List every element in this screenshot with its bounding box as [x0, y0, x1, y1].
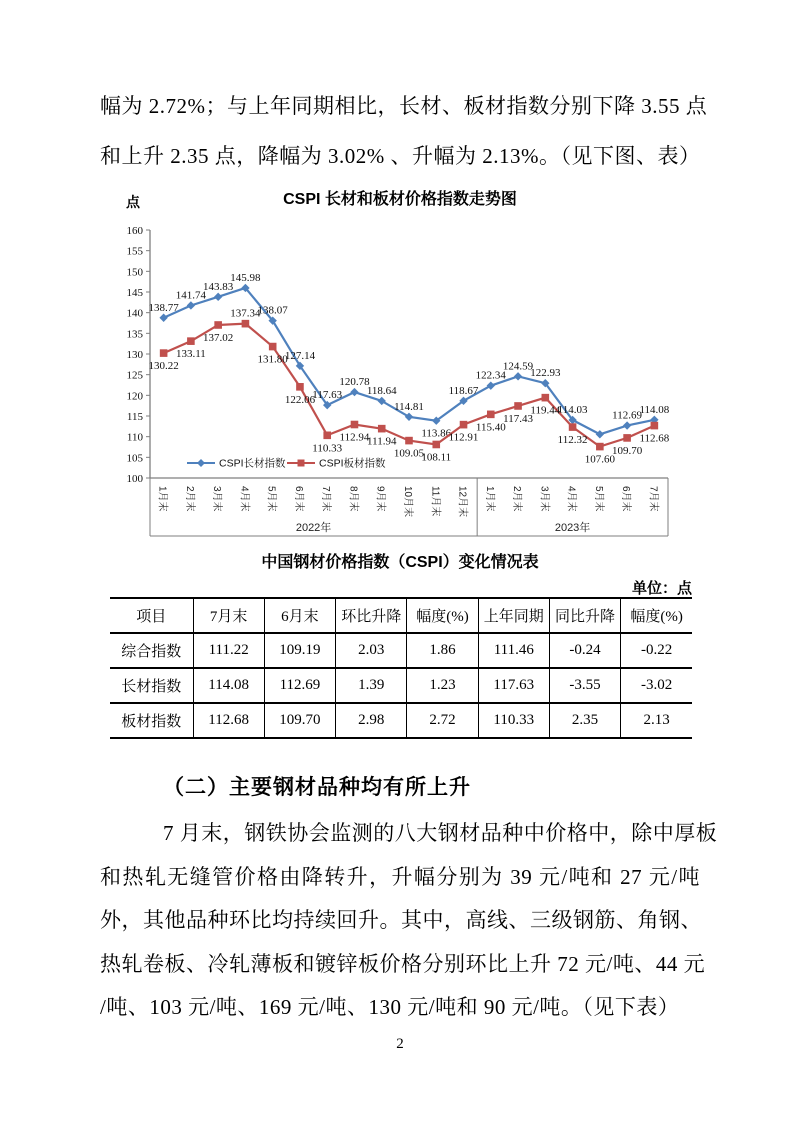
page-number: 2 [396, 1036, 404, 1052]
svg-text:114.81: 114.81 [394, 400, 424, 413]
table-cell: 板材指数 [110, 703, 193, 738]
svg-text:5月末: 5月末 [265, 486, 277, 512]
body-line: 7 月末，钢铁协会监测的八大钢材品种中价格中，除中厚板 [163, 821, 718, 845]
svg-text:11月末: 11月末 [429, 486, 441, 517]
svg-text:119.44: 119.44 [530, 404, 561, 417]
svg-text:131.80: 131.80 [257, 353, 288, 366]
table-header-cell: 上年同期 [478, 598, 549, 633]
svg-text:117.63: 117.63 [312, 389, 343, 402]
body-line: 热轧卷板、冷轧薄板和镀锌板价格分别环比上升 72 元/吨、44 元 [100, 951, 706, 976]
table-title: 中国钢材价格指数（CSPI）变化情况表 [261, 554, 539, 571]
table-cell: 111.22 [193, 633, 264, 668]
table-cell: -0.24 [549, 633, 620, 668]
svg-text:6月末: 6月末 [292, 486, 304, 512]
table-row [110, 703, 692, 738]
table-cell: 114.08 [193, 668, 264, 703]
table-header-cell: 环比升降 [336, 598, 407, 633]
table-cell: 1.23 [407, 668, 478, 703]
svg-text:118.67: 118.67 [448, 384, 479, 397]
price-index-chart [100, 185, 700, 547]
svg-text:155: 155 [126, 245, 143, 258]
svg-text:2023年: 2023年 [554, 522, 591, 534]
table-cell: 2.98 [336, 703, 407, 738]
svg-text:120.78: 120.78 [339, 376, 370, 389]
table-cell: -0.22 [621, 633, 692, 668]
svg-text:110.33: 110.33 [312, 442, 343, 455]
svg-text:138.07: 138.07 [257, 304, 288, 317]
svg-text:113.86: 113.86 [421, 427, 452, 440]
svg-text:CSPI板材指数: CSPI板材指数 [319, 457, 386, 470]
svg-text:145.98: 145.98 [230, 271, 261, 284]
svg-text:150: 150 [126, 266, 143, 279]
table-cell: -3.02 [621, 668, 692, 703]
svg-text:100: 100 [126, 473, 143, 485]
svg-text:130: 130 [126, 349, 143, 361]
table-row [110, 668, 692, 703]
svg-text:133.11: 133.11 [175, 348, 206, 361]
svg-text:5月末: 5月末 [592, 486, 604, 512]
chart-title: CSPI 长材和板材价格指数走势图 [283, 191, 517, 208]
svg-text:4月末: 4月末 [238, 486, 250, 512]
svg-text:112.68: 112.68 [639, 432, 670, 445]
svg-text:2022年: 2022年 [295, 522, 332, 534]
table-cell: 2.72 [407, 703, 478, 738]
table-cell: 117.63 [478, 668, 549, 703]
svg-text:110: 110 [126, 431, 143, 444]
y-axis-unit-label: 点 [126, 194, 140, 210]
svg-text:4月末: 4月末 [565, 486, 577, 512]
table-header-cell: 幅度(%) [407, 598, 478, 633]
table-cell: 长材指数 [110, 668, 193, 703]
svg-text:115.40: 115.40 [475, 421, 506, 434]
svg-text:135: 135 [126, 328, 143, 341]
svg-text:130.22: 130.22 [148, 360, 179, 373]
svg-text:108.11: 108.11 [421, 451, 452, 464]
svg-text:109.05: 109.05 [393, 447, 425, 460]
svg-text:145: 145 [126, 287, 143, 299]
table-cell: 2.03 [336, 633, 407, 668]
svg-text:CSPI长材指数: CSPI长材指数 [219, 457, 286, 470]
svg-text:107.60: 107.60 [584, 453, 615, 466]
table-row [110, 633, 692, 668]
svg-text:160: 160 [126, 225, 143, 237]
body-line: /吨、103 元/吨、169 元/吨、130 元/吨和 90 元/吨。（见下表） [100, 995, 680, 1019]
table-cell: 综合指数 [110, 633, 193, 668]
svg-text:114.08: 114.08 [639, 403, 670, 416]
svg-text:120: 120 [126, 390, 143, 403]
table-cell: 111.46 [478, 633, 549, 668]
svg-text:125: 125 [126, 369, 143, 382]
svg-text:117.43: 117.43 [503, 412, 533, 425]
table-cell: 109.19 [264, 633, 335, 668]
intro-line: 幅为 2.72%；与上年同期相比，长材、板材指数分别下降 3.55 点 [100, 94, 708, 118]
svg-text:3月末: 3月末 [211, 486, 223, 512]
svg-text:138.77: 138.77 [148, 301, 179, 314]
svg-text:2月末: 2月末 [183, 486, 195, 512]
table-header-row [110, 598, 692, 633]
svg-text:105: 105 [126, 452, 143, 465]
cspi-change-table [110, 597, 692, 739]
svg-text:109.70: 109.70 [611, 444, 643, 457]
table-cell: 112.68 [193, 703, 264, 738]
table-cell: -3.55 [549, 668, 620, 703]
section-heading: （二）主要钢材品种均有所上升 [163, 775, 471, 799]
table-header-cell: 项目 [110, 598, 193, 633]
table-cell: 1.86 [407, 633, 478, 668]
table-cell: 110.33 [478, 703, 549, 738]
body-line: 和热轧无缝管价格由降转升，升幅分别为 39 元/吨和 27 元/吨 [100, 864, 700, 889]
svg-text:10月末: 10月末 [402, 486, 413, 518]
svg-text:112.69: 112.69 [612, 409, 643, 422]
svg-text:7月末: 7月末 [320, 486, 332, 512]
svg-text:127.14: 127.14 [284, 349, 316, 362]
svg-text:118.64: 118.64 [366, 384, 397, 397]
svg-text:112.94: 112.94 [339, 431, 370, 444]
svg-text:1月末: 1月末 [156, 486, 168, 512]
svg-text:143.83: 143.83 [203, 280, 234, 293]
svg-text:137.34: 137.34 [230, 307, 261, 320]
svg-text:3月末: 3月末 [538, 486, 550, 512]
svg-text:141.74: 141.74 [175, 289, 207, 302]
svg-text:12月末: 12月末 [456, 486, 468, 518]
table-header-cell: 同比升降 [549, 598, 620, 633]
section-paragraph [100, 812, 718, 1030]
svg-text:124.59: 124.59 [502, 360, 534, 373]
body-line: 外，其他品种环比均持续回升。其中，高线、三级钢筋、角钢、 [100, 908, 702, 932]
table-cell: 112.69 [264, 668, 335, 703]
svg-text:2月末: 2月末 [511, 486, 523, 512]
table-cell: 1.39 [336, 668, 407, 703]
intro-line: 和上升 2.35 点，降幅为 3.02% 、升幅为 2.13%。（见下图、表） [100, 144, 701, 168]
svg-text:112.32: 112.32 [557, 434, 588, 447]
table-header-cell: 幅度(%) [621, 598, 692, 633]
svg-text:9月末: 9月末 [374, 486, 386, 512]
svg-text:114.03: 114.03 [557, 404, 588, 417]
svg-text:111.94: 111.94 [367, 435, 397, 448]
svg-text:122.06: 122.06 [284, 393, 316, 406]
svg-text:8月末: 8月末 [347, 486, 359, 512]
table-header-cell: 7月末 [193, 598, 264, 633]
table-unit-label: 单位：点 [631, 580, 692, 597]
svg-text:6月末: 6月末 [620, 486, 632, 512]
table-cell: 109.70 [264, 703, 335, 738]
svg-text:7月末: 7月末 [647, 486, 659, 512]
svg-text:112.91: 112.91 [448, 431, 479, 444]
svg-text:122.93: 122.93 [530, 367, 561, 380]
svg-text:140: 140 [126, 307, 143, 320]
svg-text:1月末: 1月末 [483, 486, 495, 512]
svg-text:115: 115 [126, 411, 143, 423]
table-header-cell: 6月末 [264, 598, 335, 633]
chart-canvas [100, 185, 700, 552]
svg-text:122.34: 122.34 [475, 369, 506, 382]
intro-paragraph [100, 81, 708, 181]
svg-text:137.02: 137.02 [203, 331, 234, 344]
table-cell: 2.13 [621, 703, 692, 738]
table-cell: 2.35 [549, 703, 620, 738]
